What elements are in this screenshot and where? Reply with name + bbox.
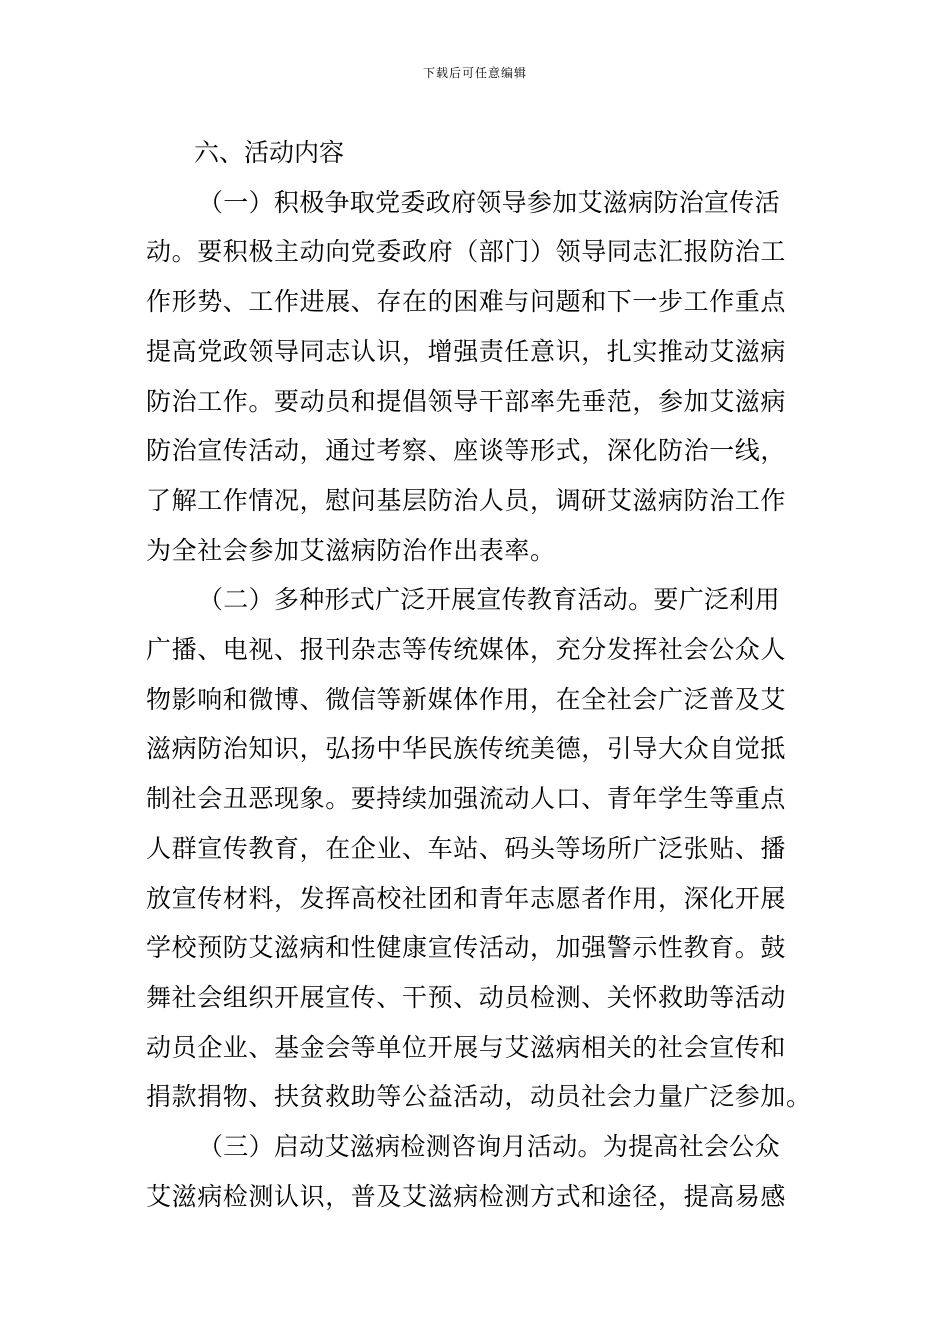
document-body: [146, 128, 810, 1221]
paragraph-line: 防治宣传活动，通过考察、座谈等形式，深化防治一线，: [146, 436, 787, 466]
paragraph-line: 捐款捐物、扶贫救助等公益活动，动员社会力量广泛参加。: [146, 1082, 812, 1112]
paragraph-line: 防治工作。要动员和提倡领导干部率先垂范，参加艾滋病: [146, 386, 787, 416]
paragraph-1: [146, 178, 810, 576]
paragraph-line: 动。要积极主动向党委政府（部门）领导同志汇报防治工: [146, 237, 787, 267]
paragraph-3: [146, 1122, 810, 1221]
paragraph-line: 舞社会组织开展宣传、干预、动员检测、关怀救助等活动: [146, 982, 787, 1012]
paragraph-line: 动员企业、基金会等单位开展与艾滋病相关的社会宣传和: [146, 1032, 787, 1062]
paragraph-line: 人群宣传教育，在企业、车站、码头等场所广泛张贴、播: [146, 833, 787, 863]
paragraph-line: 滋病防治知识，弘扬中华民族传统美德，引导大众自觉抵: [146, 734, 787, 764]
section-heading: 六、活动内容: [194, 138, 345, 167]
paragraph-line: 为全社会参加艾滋病防治作出表率。: [146, 535, 556, 565]
paragraph-line: 制社会丑恶现象。要持续加强流动人口、青年学生等重点: [146, 784, 787, 814]
paragraph-line: 作形势、工作进展、存在的困难与问题和下一步工作重点: [146, 287, 787, 317]
page-header-note: 下载后可任意编辑: [422, 66, 527, 80]
paragraph-line: 学校预防艾滋病和性健康宣传活动，加强警示性教育。鼓: [146, 933, 787, 963]
paragraph-line: 了解工作情况，慰问基层防治人员，调研艾滋病防治工作: [146, 485, 787, 515]
paragraph-line: 提高党政领导同志认识，增强责任意识，扎实推动艾滋病: [146, 336, 787, 366]
paragraph-line: （二）多种形式广泛开展宣传教育活动。要广泛利用: [198, 585, 780, 615]
paragraph-line: 放宣传材料，发挥高校社团和青年志愿者作用，深化开展: [146, 883, 787, 913]
paragraph-line: 物影响和微博、微信等新媒体作用，在全社会广泛普及艾: [146, 684, 787, 714]
paragraph-line: 艾滋病检测认识，普及艾滋病检测方式和途径，提高易感: [146, 1181, 787, 1211]
paragraph-line: 广播、电视、报刊杂志等传统媒体，充分发挥社会公众人: [146, 635, 787, 665]
paragraph-line: （一）积极争取党委政府领导参加艾滋病防治宣传活: [198, 187, 780, 217]
paragraph-line: （三）启动艾滋病检测咨询月活动。为提高社会公众: [198, 1132, 780, 1162]
paragraph-2: [146, 575, 810, 1122]
